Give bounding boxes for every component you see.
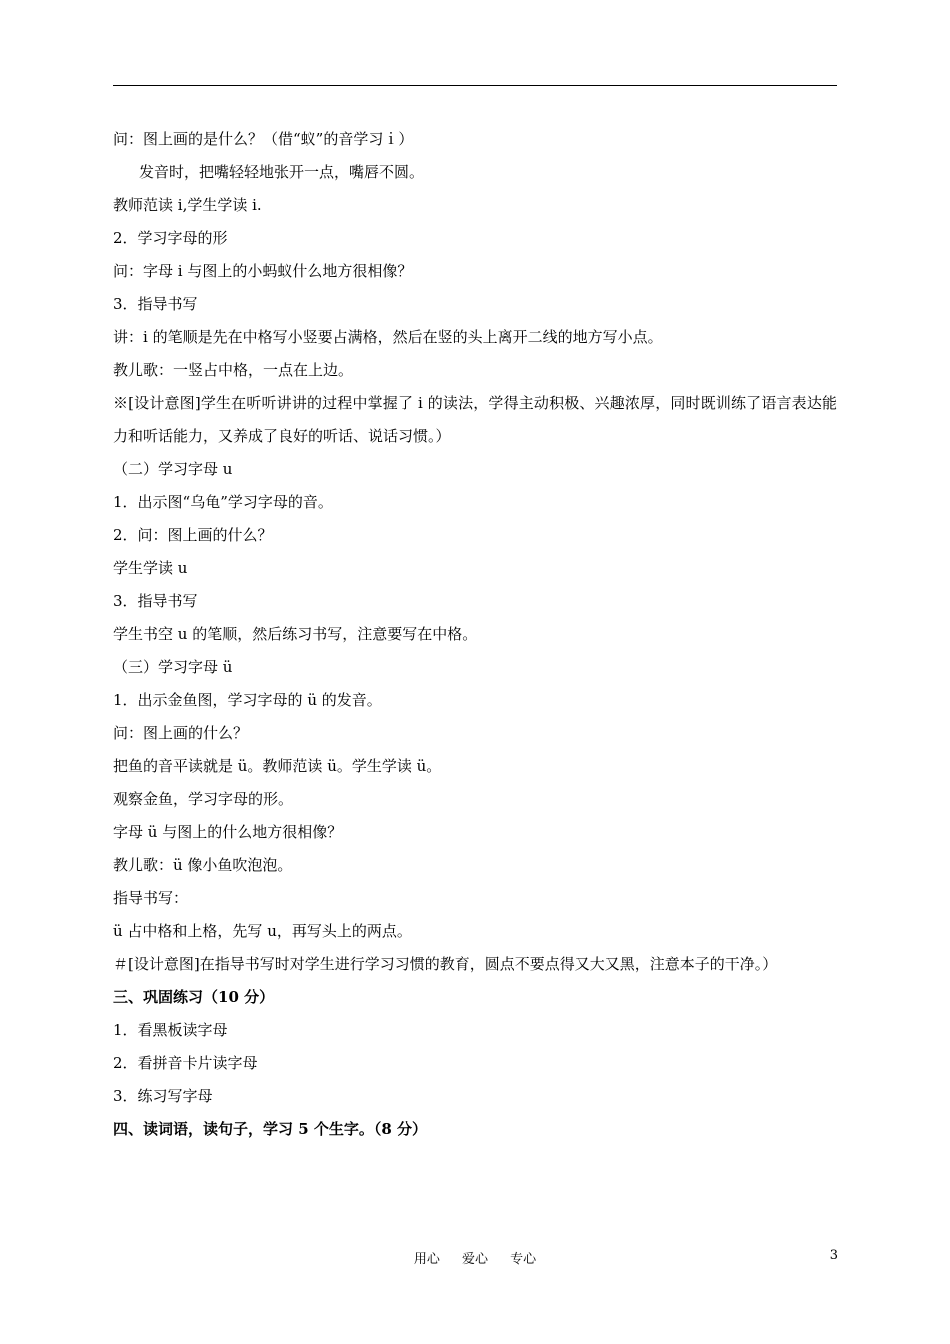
footer-motto: 用心 爱心 专心 bbox=[413, 1252, 537, 1267]
page-number: 3 bbox=[829, 1248, 838, 1263]
text-line: 把鱼的音平读就是 ü。教师范读 ü。学生学读 ü。 bbox=[113, 757, 442, 775]
text-line: 教儿歌：ü 像小鱼吹泡泡。 bbox=[113, 856, 293, 874]
header-rule bbox=[113, 85, 837, 86]
text-line: 教儿歌：一竖占中格，一点在上边。 bbox=[113, 361, 354, 379]
text-line: （二）学习字母 u bbox=[113, 460, 233, 478]
text-line: 发音时，把嘴轻轻地张开一点，嘴唇不圆。 bbox=[139, 163, 425, 181]
text-line: （三）学习字母 ü bbox=[113, 658, 233, 676]
text-line: 讲：i 的笔顺是先在中格写小竖要占满格，然后在竖的头上离开二线的地方写小点。 bbox=[113, 328, 663, 346]
text-line: ※[设计意图]学生在听听讲讲的过程中掌握了 i 的读法，学得主动积极、兴趣浓厚，同时既训练了语言表达能力和听话能力，又养成了良好的听话、说话习惯。） bbox=[113, 394, 837, 445]
text-line: 问：图上画的什么？ bbox=[113, 724, 249, 742]
text-line: 问：图上画的是什么？（借“蚁”的音学习ｉ） bbox=[113, 130, 414, 148]
text-line: 观察金鱼，学习字母的形。 bbox=[113, 790, 294, 808]
text-line: 2．看拼音卡片读字母 bbox=[113, 1054, 258, 1072]
text-line: 3．指导书写 bbox=[113, 295, 198, 313]
text-line: 3．指导书写 bbox=[113, 592, 198, 610]
text-line: 学生学读 u bbox=[113, 559, 188, 577]
text-line: 1．出示金鱼图，学习字母的 ü 的发音。 bbox=[113, 691, 382, 709]
text-line: 问：字母 i 与图上的小蚂蚁什么地方很相像？ bbox=[113, 262, 413, 280]
page-footer bbox=[0, 1248, 950, 1268]
text-line: 教师范读 i,学生学读 i. bbox=[113, 196, 262, 214]
text-line: 字母 ü 与图上的什么地方很相像？ bbox=[113, 823, 343, 841]
text-line: 2．学习字母的形 bbox=[113, 229, 228, 247]
text-line: 1．出示图“乌龟”学习字母的音。 bbox=[113, 493, 333, 511]
document-body bbox=[113, 123, 837, 1146]
text-line: 2．问：图上画的什么？ bbox=[113, 526, 273, 544]
text-line: 指导书写： bbox=[113, 889, 189, 907]
section-heading: 四、读词语，读句子，学习 5 个生字。（8 分） bbox=[113, 1120, 428, 1138]
text-line: ＃[设计意图]在指导书写时对学生进行学习习惯的教育，圆点不要点得又大又黑，注意本子的干净。） bbox=[113, 955, 778, 973]
text-line: ü 占中格和上格，先写 u，再写头上的两点。 bbox=[113, 922, 412, 940]
text-line: 1．看黑板读字母 bbox=[113, 1021, 228, 1039]
section-heading: 三、巩固练习（10 分） bbox=[113, 988, 275, 1006]
text-line: 学生书空 u 的笔顺，然后练习书写，注意要写在中格。 bbox=[113, 625, 478, 643]
text-line: 3．练习写字母 bbox=[113, 1087, 213, 1105]
